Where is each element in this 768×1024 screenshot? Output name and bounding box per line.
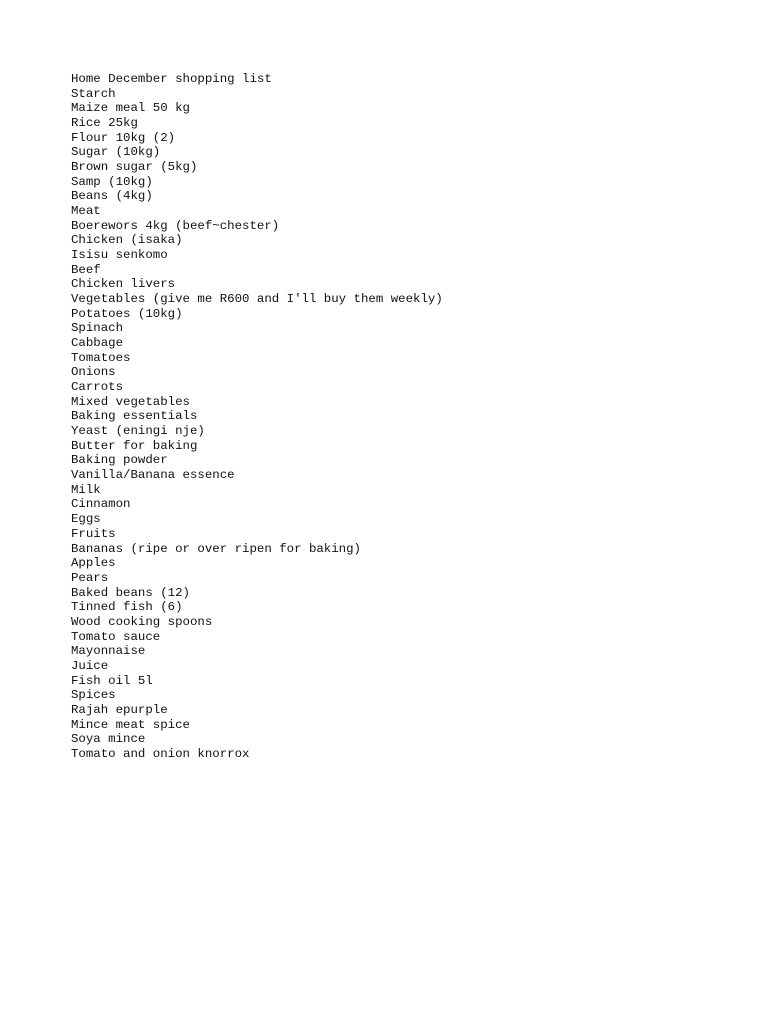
list-item: Tomatoes (71, 350, 131, 365)
list-item: Meat (71, 204, 101, 219)
list-item: Apples (71, 556, 116, 571)
list-item: Onions (71, 365, 116, 380)
list-item: Tomato sauce (71, 629, 161, 644)
list-item: Baking powder (71, 453, 168, 468)
list-item: Chicken livers (71, 277, 176, 292)
list-item: Baked beans (12) (71, 585, 190, 600)
list-item: Sugar (10kg) (71, 145, 161, 160)
list-item: Rajah epurple (71, 702, 168, 717)
list-item: Milk (71, 482, 101, 497)
list-item: Soya mince (71, 732, 146, 747)
list-item: Samp (10kg) (71, 174, 153, 189)
list-item: Spinach (71, 321, 124, 336)
list-item: Cinnamon (71, 497, 131, 512)
list-item: Baking essentials (71, 409, 198, 424)
list-item: Spices (71, 688, 116, 703)
list-item: Wood cooking spoons (71, 614, 213, 629)
list-item: Chicken (isaka) (71, 233, 183, 248)
list-item: Flour 10kg (2) (71, 130, 176, 145)
list-item: Maize meal 50 kg (71, 101, 190, 116)
list-item: Juice (71, 658, 109, 673)
list-item: Mince meat spice (71, 717, 190, 732)
list-item: Tinned fish (6) (71, 600, 183, 615)
list-item: Eggs (71, 512, 101, 527)
list-item: Brown sugar (5kg) (71, 160, 198, 175)
list-item: Vanilla/Banana essence (71, 468, 235, 483)
list-item: Fruits (71, 526, 116, 541)
list-item: Potatoes (10kg) (71, 306, 183, 321)
list-item: Boerewors 4kg (beef~chester) (71, 218, 280, 233)
list-item: Butter for baking (71, 438, 198, 453)
list-item: Vegetables (give me R600 and I'll buy them weekly) (71, 292, 443, 307)
list-item: Isisu senkomo (71, 248, 168, 263)
shopping-list (71, 72, 443, 762)
list-item: Mayonnaise (71, 644, 146, 659)
list-item: Starch (71, 86, 116, 101)
list-item: Yeast (eningi nje) (71, 424, 205, 439)
list-item: Pears (71, 570, 109, 585)
list-item: Bananas (ripe or over ripen for baking) (71, 541, 361, 556)
list-item: Carrots (71, 380, 124, 395)
list-item: Tomato and onion knorrox (71, 746, 250, 761)
list-item: Rice 25kg (71, 116, 138, 131)
list-title: Home December shopping list (71, 72, 272, 86)
list-item: Fish oil 5l (71, 673, 153, 688)
list-item: Cabbage (71, 336, 124, 351)
list-item: Mixed vegetables (71, 394, 190, 409)
list-item: Beans (4kg) (71, 189, 153, 204)
list-item: Beef (71, 262, 101, 277)
